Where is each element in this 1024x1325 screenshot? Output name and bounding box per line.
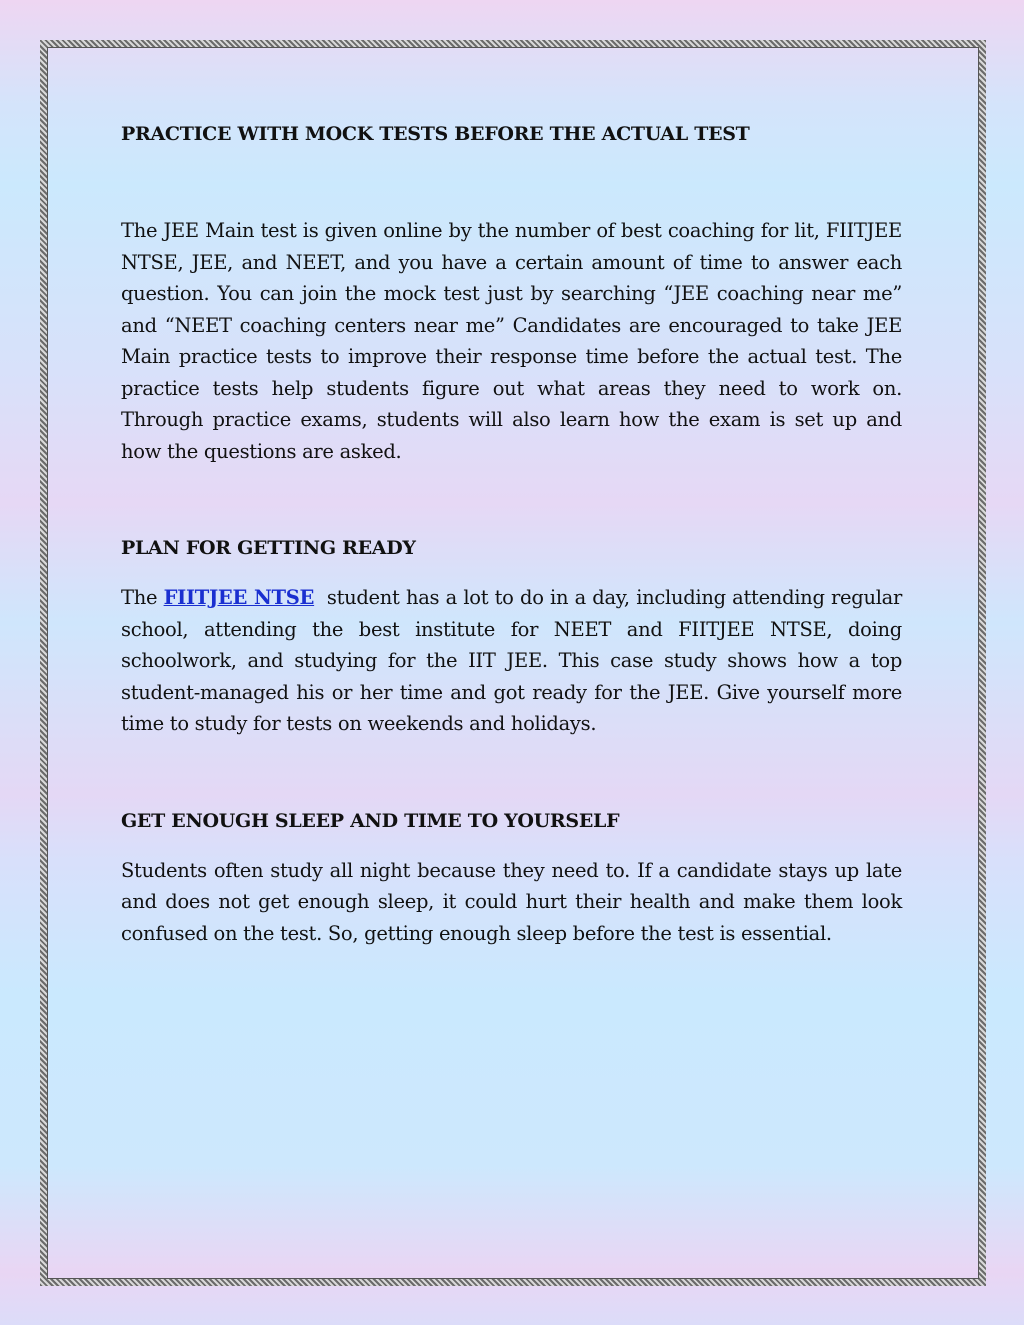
section-heading-mock-tests: PRACTICE WITH MOCK TESTS BEFORE THE ACTUAL TEST [121,123,750,145]
plan-body-suffix: student has a lot to do in a day, including attending regular school, attending the best institute for NEET and FIITJEE NTSE, doing schoolwork, and studying for the IIT JEE. This case study shows how a top student-managed his or her time and got ready for the JEE. Give yourself more time to study for tests on weekends and holidays. [121,586,908,735]
section-body-mock-tests: The JEE Main test is given online by the number of best coaching for lit, FIITJEE NTSE, JEE, and NEET, and you have a certain amount of time to answer each question. You can join the mock test just by searching “JEE coaching near me” and “NEET coaching centers near me” Candidates are encouraged to take JEE Main practice tests to improve their response time before the actual test. The practice tests help students figure out what areas they need to work on. Through practice exams, students will also learn how the exam is set up and how the questions are asked. [121,219,902,463]
section-body-sleep: Students often study all night because they need to. If a candidate stays up late and does not get enough sleep, it could hurt their health and make them look confused on the test. So, getting enough sleep before the test is essential. [121,858,902,945]
plan-body-prefix: The [121,586,164,609]
section-heading-sleep: GET ENOUGH SLEEP AND TIME TO YOURSELF [121,809,620,832]
section-body-plan [121,582,908,740]
section-heading-plan: PLAN FOR GETTING READY [121,537,416,559]
document-content [121,118,908,949]
fiitjee-ntse-link[interactable]: FIITJEE NTSE [163,586,315,609]
